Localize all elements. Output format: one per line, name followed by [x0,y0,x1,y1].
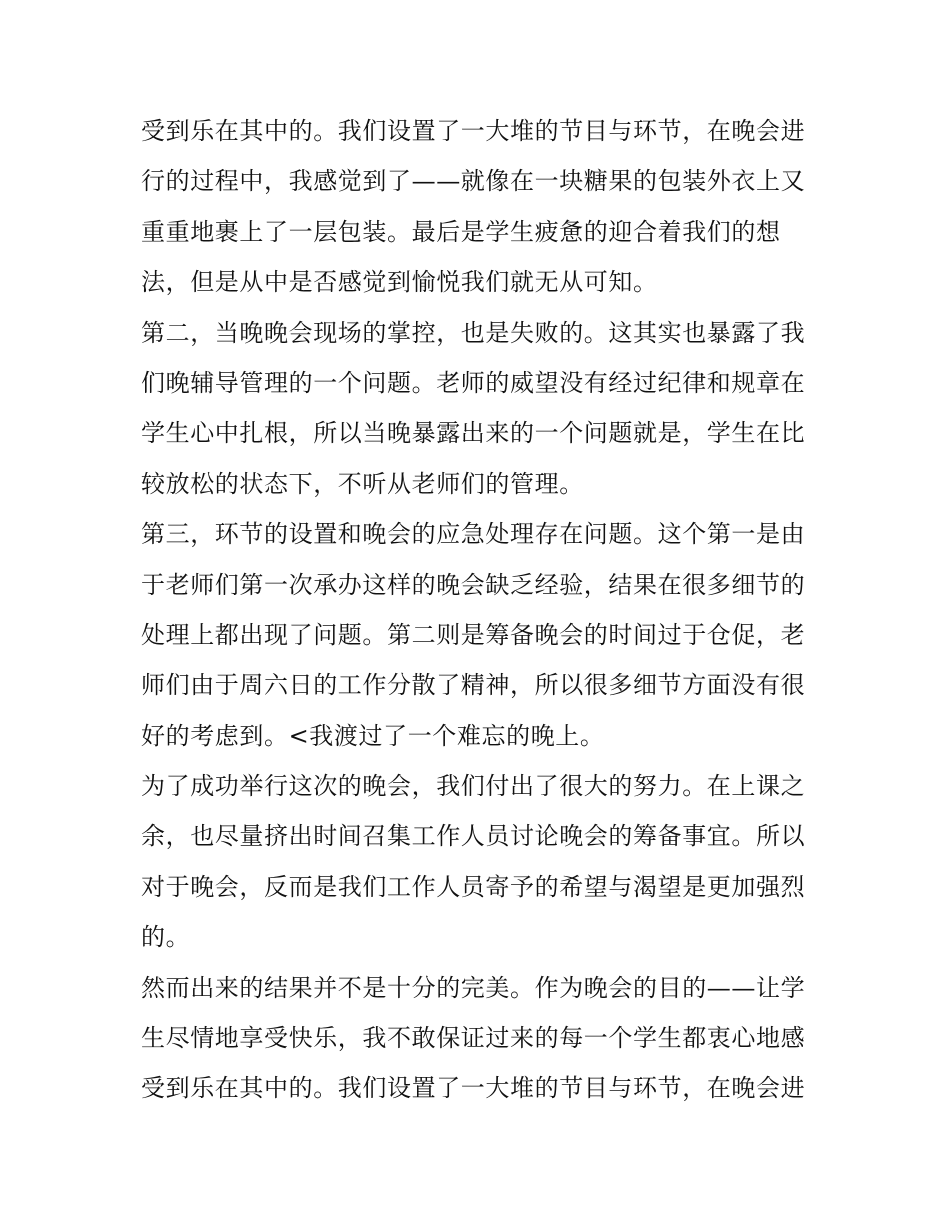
text-line: 为了成功举行这次的晚会，我们付出了很大的努力。在上课之 [141,772,806,801]
text-line: 于老师们第一次承办这样的晚会缺乏经验，结果在很多细节的 [141,570,806,599]
text-line: 受到乐在其中的。我们设置了一大堆的节目与环节，在晚会进 [141,1074,806,1103]
text-line: 然而出来的结果并不是十分的完美。作为晚会的目的——让学 [141,973,806,1002]
text-line: 重重地裹上了一层包装。最后是学生疲惫的迎合着我们的想 [141,217,781,246]
text-line: 学生心中扎根，所以当晚暴露出来的一个问题就是，学生在比 [141,419,806,448]
text-line: 第三，环节的设置和晚会的应急处理存在问题。这个第一是由 [141,520,806,549]
text-line: 行的过程中，我感觉到了——就像在一块糖果的包装外衣上又 [141,167,806,196]
text-line: 对于晚会，反而是我们工作人员寄予的希望与渴望是更加强烈 [141,872,806,901]
text-line: 受到乐在其中的。我们设置了一大堆的节目与环节，在晚会进 [141,117,806,145]
text-line: 余，也尽量挤出时间召集工作人员讨论晚会的筹备事宜。所以 [141,822,806,851]
text-line: 师们由于周六日的工作分散了精神，所以很多细节方面没有很 [141,671,806,700]
text-line: 生尽情地享受快乐，我不敢保证过来的每一个学生都衷心地感 [141,1024,806,1053]
text-line: 第二，当晚晚会现场的掌控，也是失败的。这其实也暴露了我 [141,318,806,347]
text-line: 好的考虑到。<我渡过了一个难忘的晚上。 [141,721,605,750]
text-line: 处理上都出现了问题。第二则是筹备晚会的时间过于仓促，老 [141,620,806,649]
text-line: 法，但是从中是否感觉到愉悦我们就无从可知。 [141,268,658,297]
text-line: 较放松的状态下，不听从老师们的管理。 [141,469,584,498]
text-line: 的。 [141,923,191,952]
body-text [141,106,813,1114]
text-line: 们晚辅导管理的一个问题。老师的威望没有经过纪律和规章在 [141,368,806,397]
